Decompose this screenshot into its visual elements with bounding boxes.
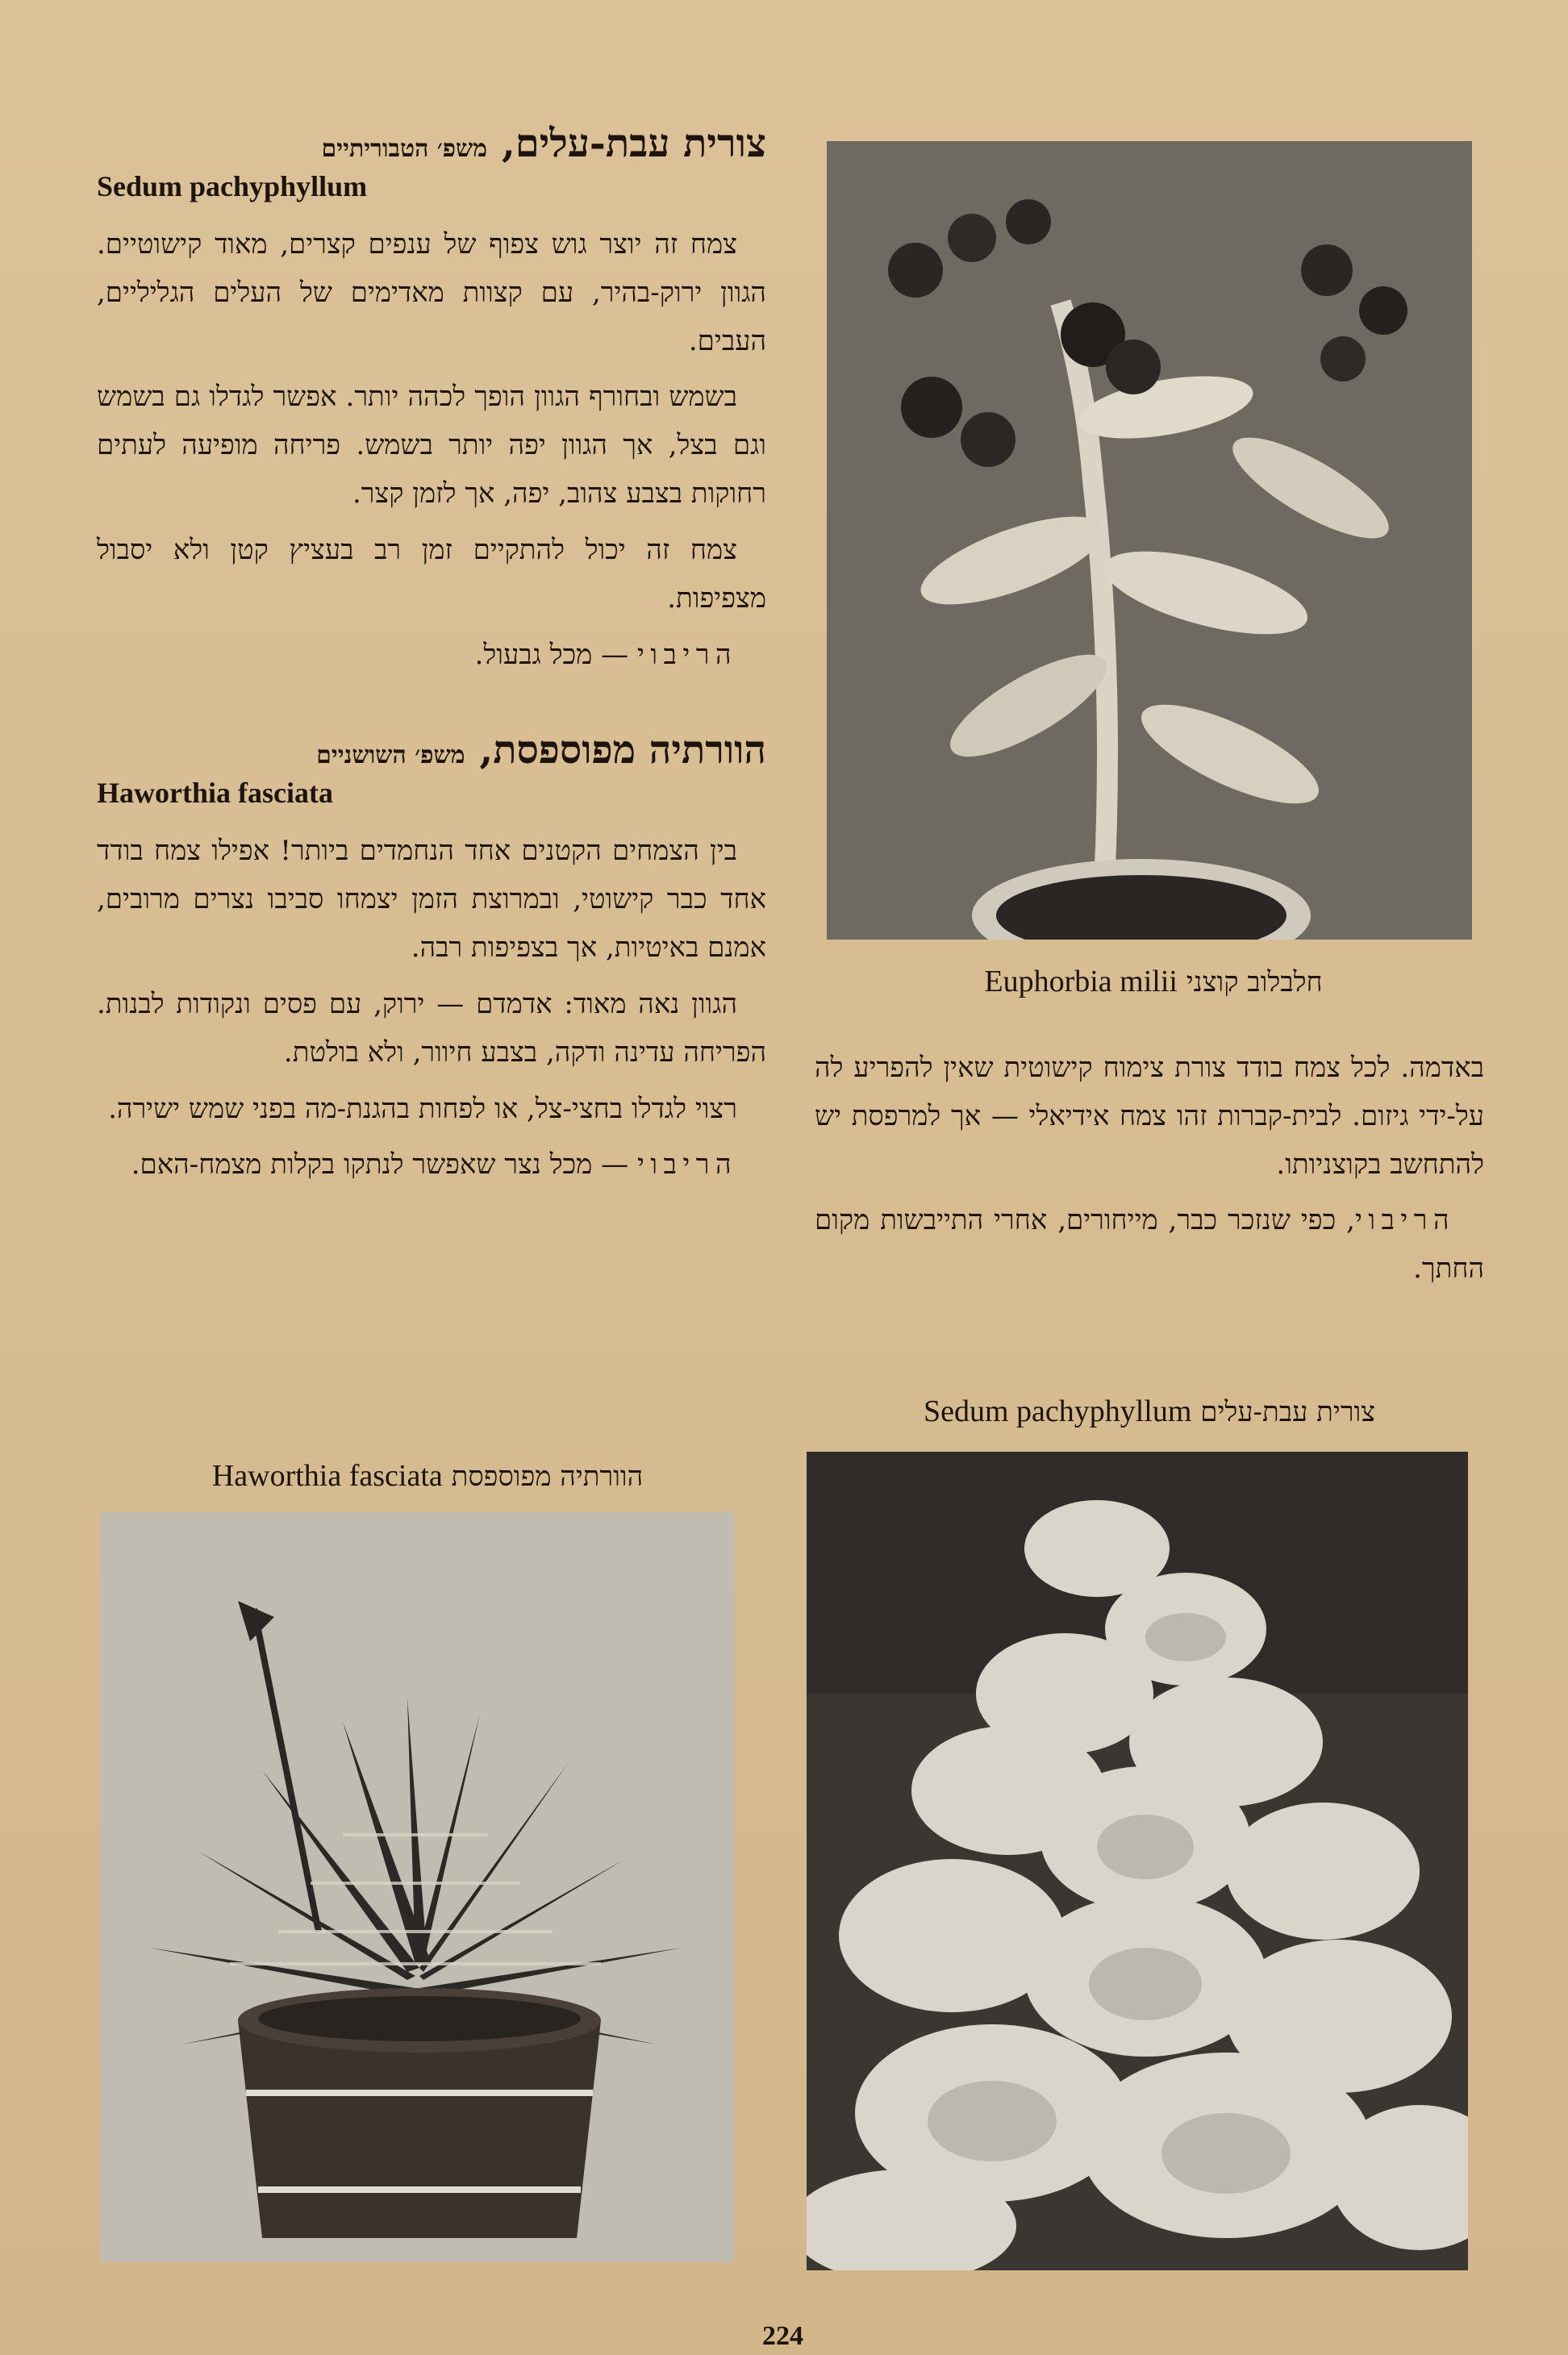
propagation-paragraph: [97, 631, 766, 680]
haworthia-illustration: [101, 1512, 734, 2262]
heading-family: משפ׳ הטבוריתיים: [321, 135, 488, 163]
section-heading: [97, 121, 766, 166]
propagation-paragraph: [815, 1197, 1484, 1294]
propagation-text: — מכל נצר שאפשר לנתקו בקלות מצמח-האם.: [131, 1148, 637, 1182]
propagation-label: הריבוי: [1354, 1204, 1455, 1237]
caption-latin: Haworthia fasciata: [211, 1459, 443, 1493]
paragraph: בשמש ובחורף הגוון הופך לכהה יותר. אפשר לגדלו גם בשמש וגם בצל, אך הגוון יפה יותר בשמש. פריחה מופיעה לעתים רחוקות בצבע צהוב, יפה, אך לזמן קצר.: [97, 381, 766, 511]
page-number: 224: [762, 2321, 803, 2351]
caption-hebrew: צורית עבת-עלים: [1200, 1396, 1376, 1428]
paragraph: באדמה. לכל צמח בודד צורת צימוח קישוטית שאין להפריע לה על-ידי גיזום. לבית-קברות זהו צמח אידיאלי — אך למרפסת יש להתחשב בקוצניותו.: [815, 1052, 1484, 1181]
haworthia-photo: [101, 1512, 734, 2262]
paragraph: בין הצמחים הקטנים אחד הנחמדים ביותר! אפילו צמח בודד אחד כבר קישוטי, ובמרוצת הזמן יצמחו סביבו נצרים מרובים, אמנם באיטיות, אך בצפיפות רבה.: [97, 835, 766, 965]
euphorbia-illustration: [827, 141, 1472, 940]
paragraph: רצוי לגדלו בחצי-צל, או לפחות בהגנת-מה בפני שמש ישירה.: [108, 1092, 737, 1125]
heading-hebrew: הוורתיה מפוספסת,: [479, 727, 766, 773]
latin-name: Sedum pachyphyllum: [97, 170, 368, 202]
propagation-label: הריבוי: [636, 1148, 737, 1182]
section-haworthia: [97, 727, 766, 1190]
section-sedum: [97, 121, 766, 679]
sedum-illustration: [807, 1452, 1468, 2270]
right-text-column: [815, 1044, 1484, 1302]
propagation-text: — מכל גבעול.: [474, 638, 637, 671]
paragraph: הגוון נאה מאוד: אדמדם — ירוק, עם פסים ונקודות לבנות. הפריחה עדינה ודקה, בצבע חיוור, ולא בולטת.: [97, 987, 766, 1069]
caption-hebrew: חלבלוב קוצני: [1186, 966, 1323, 998]
heading-hebrew: צורית עבת-עלים,: [502, 121, 766, 166]
euphorbia-photo: [827, 141, 1472, 940]
sedum-caption: [855, 1394, 1444, 1429]
haworthia-caption: [145, 1458, 710, 1494]
section-heading: [97, 727, 766, 773]
paragraph: צמח זה יכול להתקיים זמן רב בעציץ קטן ולא יסבול מצפיפות.: [97, 533, 766, 615]
latin-name: Haworthia fasciata: [97, 777, 333, 810]
propagation-paragraph: [97, 1141, 766, 1190]
euphorbia-caption: [895, 964, 1412, 999]
propagation-text: , כפי שנזכר כבר, מייחורים, אחרי התייבשות מקום החתך.: [815, 1204, 1484, 1286]
left-text-column: [97, 121, 766, 1198]
propagation-label: הריבוי: [636, 638, 737, 671]
paragraph: צמח זה יוצר גוש צפוף של ענפים קצרים, מאוד קישוטיים. הגוון ירוק-בהיר, עם קצוות מאדימים של העלים הגליליים, העבים.: [97, 228, 766, 357]
caption-latin: Euphorbia milii: [984, 965, 1178, 998]
sedum-photo: [807, 1452, 1468, 2270]
caption-hebrew: הוורתיה מפוספסת: [451, 1461, 644, 1493]
caption-latin: Sedum pachyphyllum: [923, 1394, 1192, 1428]
heading-family: משפ׳ השושניים: [316, 741, 465, 770]
